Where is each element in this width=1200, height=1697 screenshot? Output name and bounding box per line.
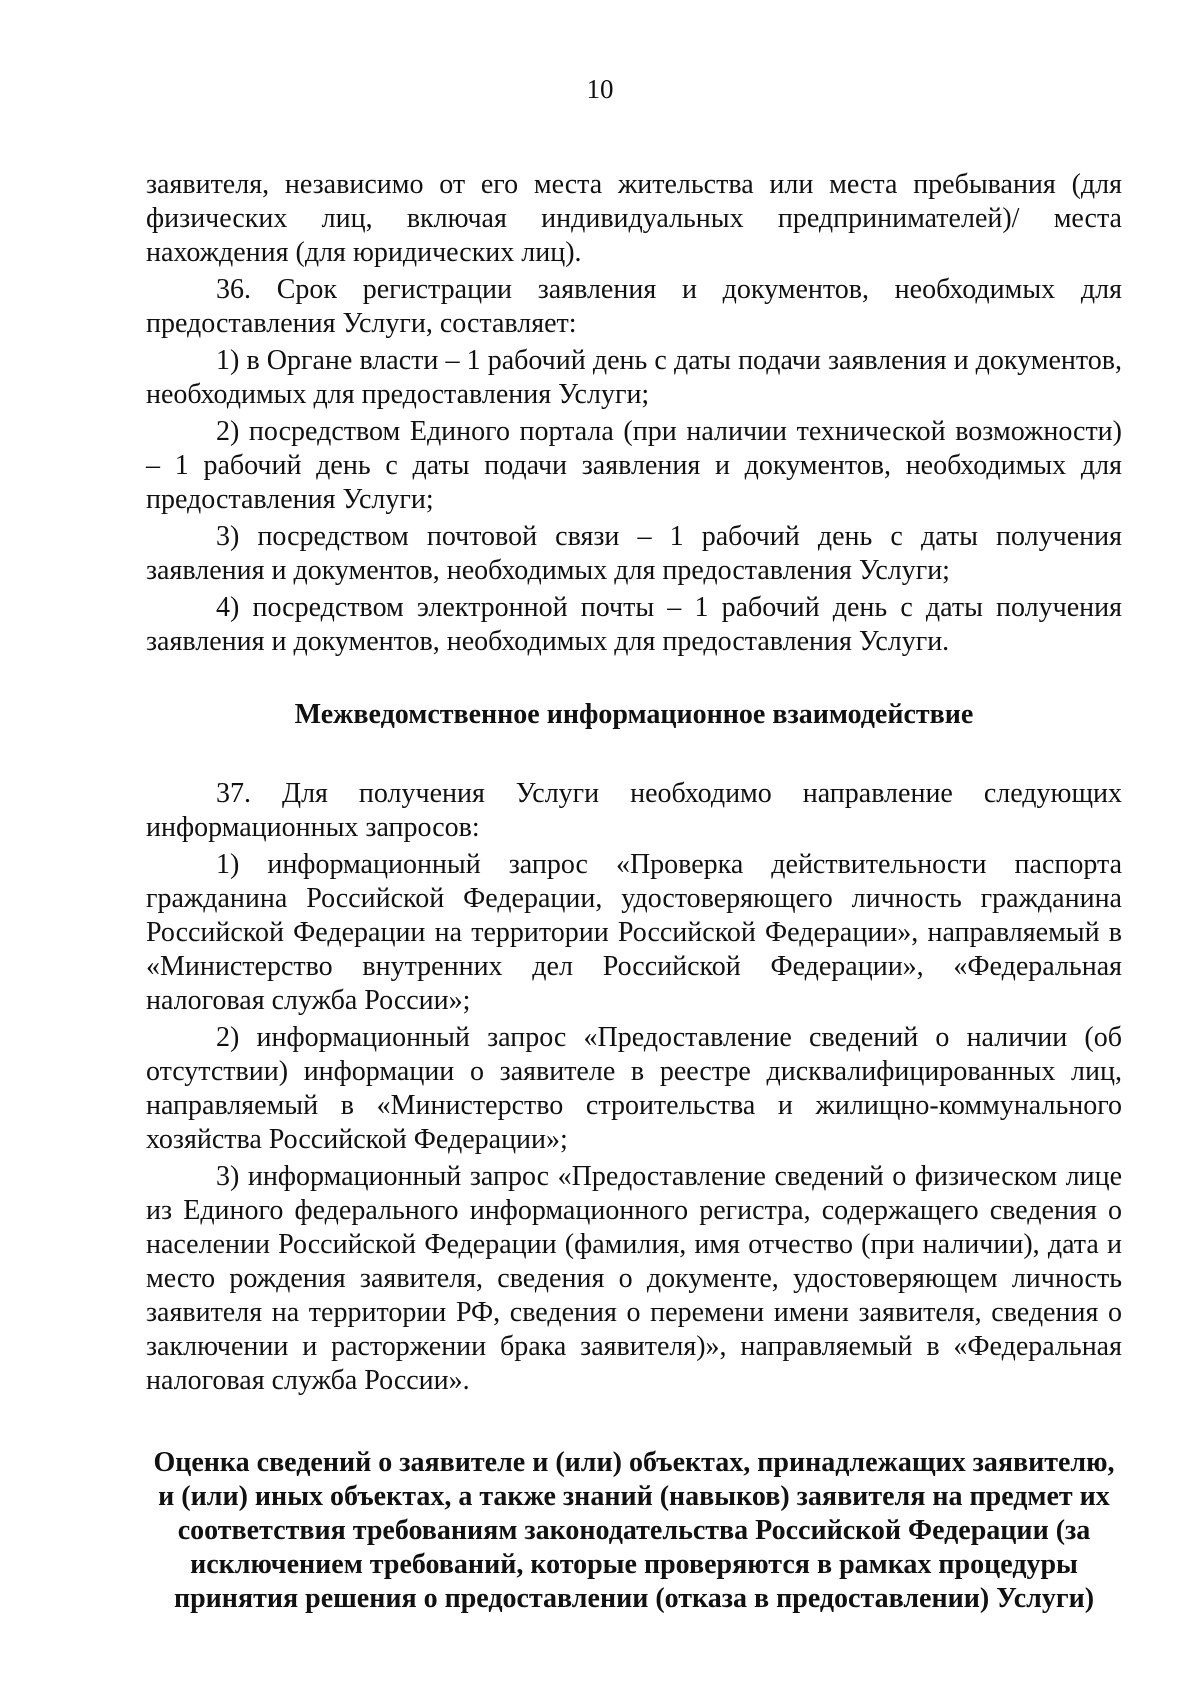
section-heading: Оценка сведений о заявителе и (или) объектах, принадлежащих заявителю, и (или) иных объектах, а также знаний (навыков) заявителя на предмет их соответствия требованиям законодательства Российской Федерации (за исключением требований, которые проверяются в рамках процедуры принятия решения о предоставлении (отказа в предоставлении) Услуги) (153, 1447, 1115, 1614)
paragraph: 1) информационный запрос «Проверка действительности паспорта гражданина Российской Федерации, удостоверяющего личность гражданина Российской Федерации на территории Российской Федерации», направляемый в «Министерство внутренних дел Российской Федерации», «Федеральная налоговая служба России»; (146, 849, 1122, 1016)
paragraph: заявителя, независимо от его места жительства или места пребывания (для физических лиц, включая индивидуальных предпринимателей)/ места нахождения (для юридических лиц). (146, 169, 1122, 268)
paragraph: 1) в Органе власти – 1 рабочий день с даты подачи заявления и документов, необходимых для предоставления Услуги; (146, 345, 1122, 410)
paragraph: 37. Для получения Услуги необходимо направление следующих информационных запросов: (146, 778, 1122, 843)
paragraph: 2) посредством Единого портала (при наличии технической возможности) – 1 рабочий день с даты подачи заявления и документов, необходимых для предоставления Услуги; (146, 416, 1122, 515)
paragraph-group-2 (146, 777, 1122, 1398)
paragraph-group-1 (146, 168, 1122, 659)
paragraph: 2) информационный запрос «Предоставление сведений о наличии (об отсутствии) информации о заявителе в реестре дисквалифицированных лиц, направляемый в «Министерство строительства и жилищно-коммунального хозяйства Российской Федерации»; (146, 1022, 1122, 1155)
document-body (146, 168, 1122, 1616)
page-number: 10 (586, 74, 614, 104)
paragraph: 3) посредством почтовой связи – 1 рабочий день с даты получения заявления и документов, необходимых для предоставления Услуги; (146, 521, 1122, 586)
paragraph: 4) посредством электронной почты – 1 рабочий день с даты получения заявления и документов, необходимых для предоставления Услуги. (146, 592, 1122, 657)
section-heading: Межведомственное информационное взаимодействие (294, 699, 974, 730)
paragraph: 36. Срок регистрации заявления и документов, необходимых для предоставления Услуги, составляет: (146, 274, 1122, 339)
paragraph: 3) информационный запрос «Предоставление сведений о физическом лице из Единого федерального информационного регистра, содержащего сведения о населении Российской Федерации (фамилия, имя отчество (при наличии), дата и место рождения заявителя, сведения о документе, удостоверяющем личность заявителя на территории РФ, сведения о перемени имени заявителя, сведения о заключении и расторжении брака заявителя)», направляемый в «Федеральная налоговая служба России». (146, 1161, 1122, 1396)
